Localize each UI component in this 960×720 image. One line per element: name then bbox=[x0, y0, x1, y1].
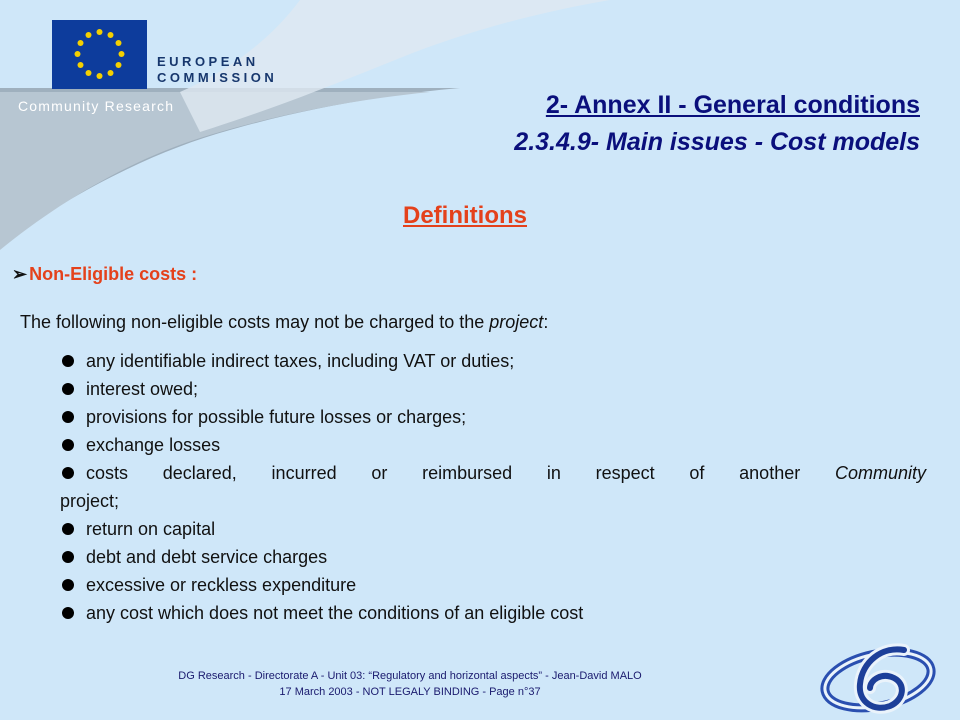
list-item bbox=[60, 459, 926, 515]
list-item bbox=[60, 571, 926, 599]
list-item-text: provisions for possible future losses or charges; bbox=[86, 407, 467, 427]
list-item-text: debt and debt service charges bbox=[86, 547, 328, 567]
list-item-continuation: project; bbox=[60, 491, 120, 511]
list-item-text: excessive or reckless expenditure bbox=[86, 575, 357, 595]
subheading-text: Non-Eligible costs : bbox=[29, 264, 198, 284]
list-item bbox=[60, 599, 926, 627]
eu-stars-icon bbox=[52, 20, 147, 89]
list-item-text: interest owed; bbox=[86, 379, 199, 399]
intro-end: : bbox=[543, 312, 549, 332]
list-item-text: any identifiable indirect taxes, including VAT or duties; bbox=[86, 351, 515, 371]
arrow-bullet-icon: ➢ bbox=[12, 264, 28, 284]
list-item-line bbox=[86, 459, 926, 487]
fp6-logo-icon bbox=[812, 640, 942, 718]
list-item bbox=[60, 431, 926, 459]
eu-flag-icon bbox=[52, 20, 147, 89]
org-line2: COMMISSION bbox=[157, 70, 278, 85]
list-item bbox=[60, 347, 926, 375]
section-heading: Definitions bbox=[403, 202, 527, 229]
footer-line2: 17 March 2003 - NOT LEGALY BINDING - Page n°37 bbox=[279, 686, 541, 698]
intro-emphasis: project bbox=[489, 312, 544, 332]
intro-text: The following non-eligible costs may not be charged to the bbox=[20, 312, 490, 332]
list-item bbox=[60, 543, 926, 571]
list-item bbox=[60, 375, 926, 403]
org-line1: EUROPEAN bbox=[157, 54, 259, 69]
division-label: Community Research bbox=[18, 98, 175, 114]
list-item-text: exchange losses bbox=[86, 435, 221, 455]
list-item-text: return on capital bbox=[86, 519, 216, 539]
page-subtitle: 2.3.4.9- Main issues - Cost models bbox=[514, 128, 920, 156]
round-bullet-icon bbox=[62, 523, 74, 535]
list-item-emphasis: Community bbox=[834, 463, 926, 483]
round-bullet-icon bbox=[62, 607, 74, 619]
org-name bbox=[157, 54, 277, 86]
footer-line1: DG Research - Directorate A - Unit 03: “Regulatory and horizontal aspects” - Jean-David MALO bbox=[178, 670, 642, 682]
cost-list bbox=[60, 347, 926, 627]
list-item bbox=[60, 403, 926, 431]
round-bullet-icon bbox=[62, 551, 74, 563]
intro-sentence bbox=[20, 312, 548, 333]
list-item-text: costs declared, incurred or reimbursed in respect of another bbox=[86, 463, 835, 483]
round-bullet-icon bbox=[62, 355, 74, 367]
round-bullet-icon bbox=[62, 383, 74, 395]
list-item-text: any cost which does not meet the conditions of an eligible cost bbox=[86, 603, 584, 623]
round-bullet-icon bbox=[62, 467, 74, 479]
round-bullet-icon bbox=[62, 579, 74, 591]
list-item bbox=[60, 515, 926, 543]
subheading bbox=[12, 264, 197, 285]
round-bullet-icon bbox=[62, 411, 74, 423]
round-bullet-icon bbox=[62, 439, 74, 451]
page-title: 2- Annex II - General conditions bbox=[545, 91, 920, 119]
